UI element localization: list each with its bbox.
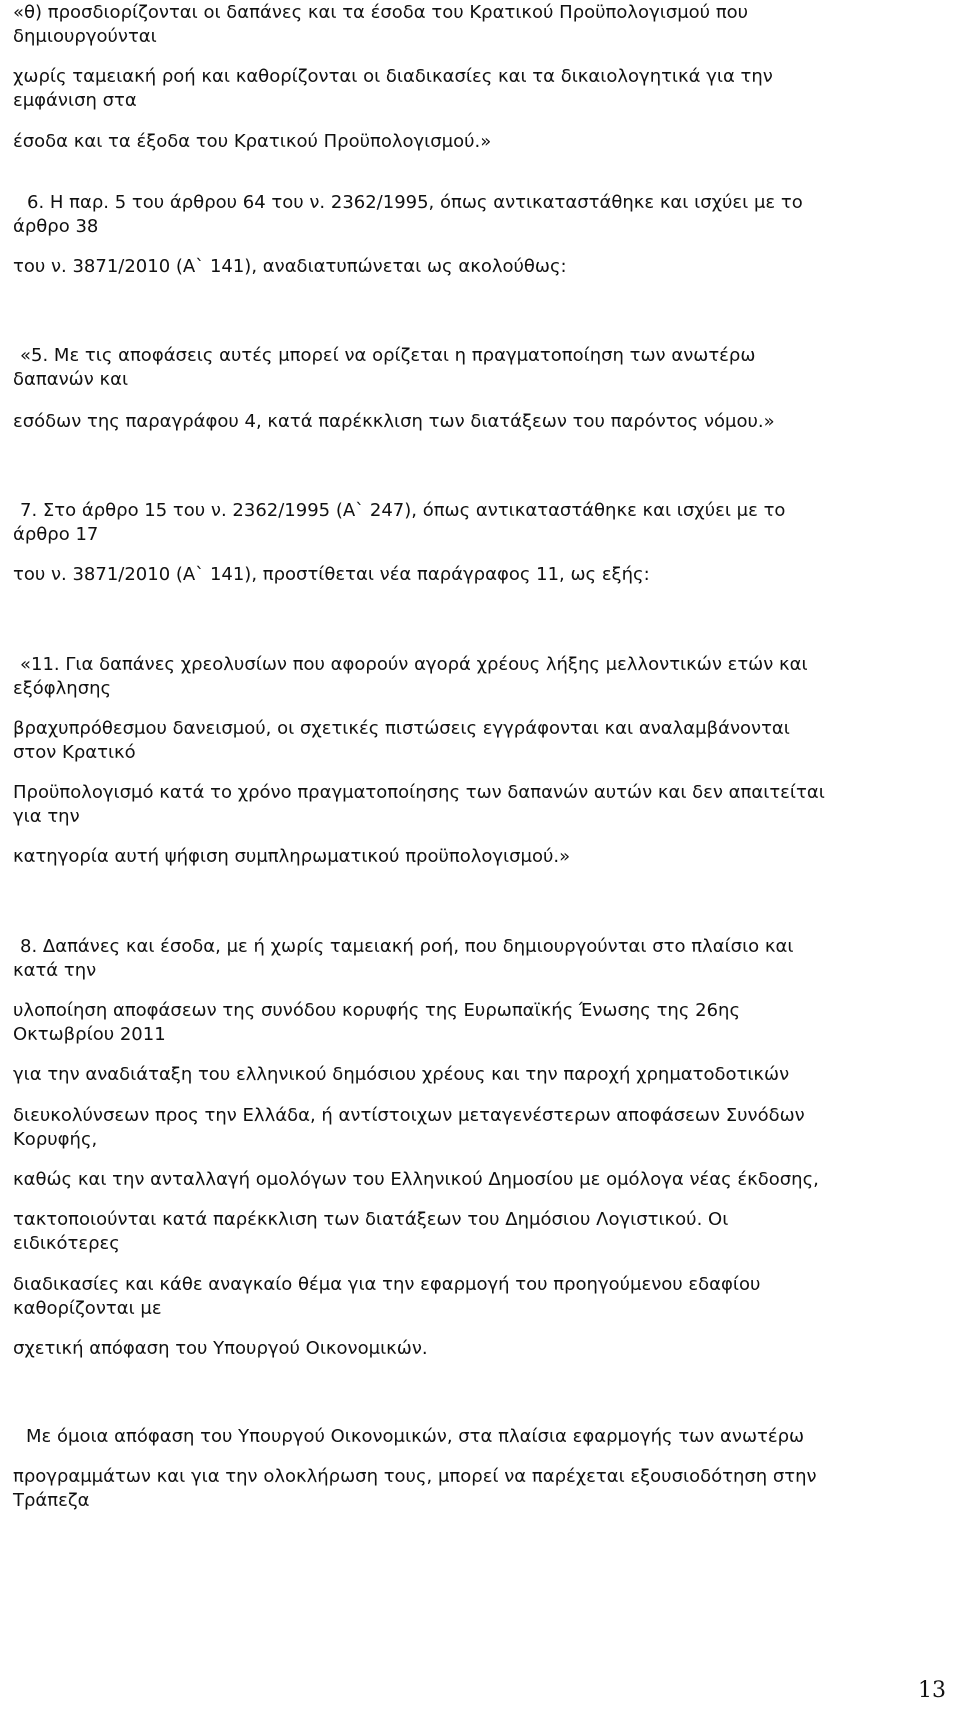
text-line: 6. Η παρ. 5 του άρθρου 64 του ν. 2362/1995, όπως αντικαταστάθηκε και ισχύει με το bbox=[27, 192, 803, 213]
text-line: εμφάνιση στα bbox=[13, 90, 137, 111]
text-line: κατά την bbox=[13, 960, 97, 981]
text-line: «θ) προσδιορίζονται οι δαπάνες και τα έσοδα του Κρατικού Προϋπολογισμού που bbox=[13, 2, 749, 23]
text-line: 8. Δαπάνες και έσοδα, με ή χωρίς ταμειακή ροή, που δημιουργούνται στο πλαίσιο και bbox=[20, 936, 794, 957]
text-line: προγραμμάτων και για την ολοκλήρωση τους, μπορεί να παρέχεται εξουσιοδότηση στην bbox=[13, 1466, 817, 1487]
text-line: καθώς και την ανταλλαγή ομολόγων του Ελληνικού Δημοσίου με ομόλογα νέας έκδοσης, bbox=[13, 1169, 819, 1190]
text-line: κατηγορία αυτή ψήφιση συμπληρωματικού προϋπολογισμού.» bbox=[13, 846, 571, 867]
text-line: βραχυπρόθεσμου δανεισμού, οι σχετικές πιστώσεις εγγράφονται και αναλαμβάνονται bbox=[13, 718, 790, 739]
text-line: «5. Με τις αποφάσεις αυτές μπορεί να ορίζεται η πραγματοποίηση των ανωτέρω bbox=[20, 345, 756, 366]
text-line: άρθρο 38 bbox=[13, 216, 99, 237]
text-line: τακτοποιούνται κατά παρέκκλιση των διατάξεων του Δημόσιου Λογιστικού. Οι bbox=[13, 1209, 729, 1230]
text-line: δημιουργούνται bbox=[13, 26, 157, 47]
text-line: δαπανών και bbox=[13, 369, 129, 390]
text-line: άρθρο 17 bbox=[13, 524, 99, 545]
text-line: 7. Στο άρθρο 15 του ν. 2362/1995 (Α` 247), όπως αντικαταστάθηκε και ισχύει με το bbox=[20, 500, 786, 521]
text-line: διαδικασίες και κάθε αναγκαίο θέμα για την εφαρμογή του προηγούμενου εδαφίου bbox=[13, 1274, 761, 1295]
text-line: ειδικότερες bbox=[13, 1233, 120, 1254]
text-line: υλοποίηση αποφάσεων της συνόδου κορυφής της Ευρωπαϊκής Ένωσης της 26ης bbox=[13, 1000, 741, 1021]
text-line: έσοδα και τα έξοδα του Κρατικού Προϋπολογισμού.» bbox=[13, 131, 492, 152]
text-line: για την bbox=[13, 806, 80, 827]
text-line: σχετική απόφαση του Υπουργού Οικονομικών. bbox=[13, 1338, 428, 1359]
text-line: για την αναδιάταξη του ελληνικού δημόσιου χρέους και την παροχή χρηματοδοτικών bbox=[13, 1064, 790, 1085]
text-line: Κορυφής, bbox=[13, 1129, 98, 1150]
text-line: του ν. 3871/2010 (Α` 141), προστίθεται νέα παράγραφος 11, ως εξής: bbox=[13, 564, 650, 585]
page-number: 13 bbox=[918, 1678, 946, 1703]
text-line: στον Κρατικό bbox=[13, 742, 136, 763]
text-line: Τράπεζα bbox=[13, 1490, 90, 1511]
text-line: καθορίζονται με bbox=[13, 1298, 162, 1319]
text-line: Προϋπολογισμό κατά το χρόνο πραγματοποίησης των δαπανών αυτών και δεν απαιτείται bbox=[13, 782, 825, 803]
text-line: διευκολύνσεων προς την Ελλάδα, ή αντίστοιχων μεταγενέστερων αποφάσεων Συνόδων bbox=[13, 1105, 805, 1126]
text-line: του ν. 3871/2010 (Α` 141), αναδιατυπώνεται ως ακολούθως: bbox=[13, 256, 567, 277]
text-line: εξόφλησης bbox=[13, 678, 112, 699]
text-line: χωρίς ταμειακή ροή και καθορίζονται οι διαδικασίες και τα δικαιολογητικά για την bbox=[13, 66, 773, 87]
text-line: εσόδων της παραγράφου 4, κατά παρέκκλιση των διατάξεων του παρόντος νόμου.» bbox=[13, 411, 775, 432]
text-line: Οκτωβρίου 2011 bbox=[13, 1024, 166, 1045]
text-line: Με όμοια απόφαση του Υπουργού Οικονομικών, στα πλαίσια εφαρμογής των ανωτέρω bbox=[26, 1426, 805, 1447]
text-line: «11. Για δαπάνες χρεολυσίων που αφορούν αγορά χρέους λήξης μελλοντικών ετών και bbox=[20, 654, 808, 675]
